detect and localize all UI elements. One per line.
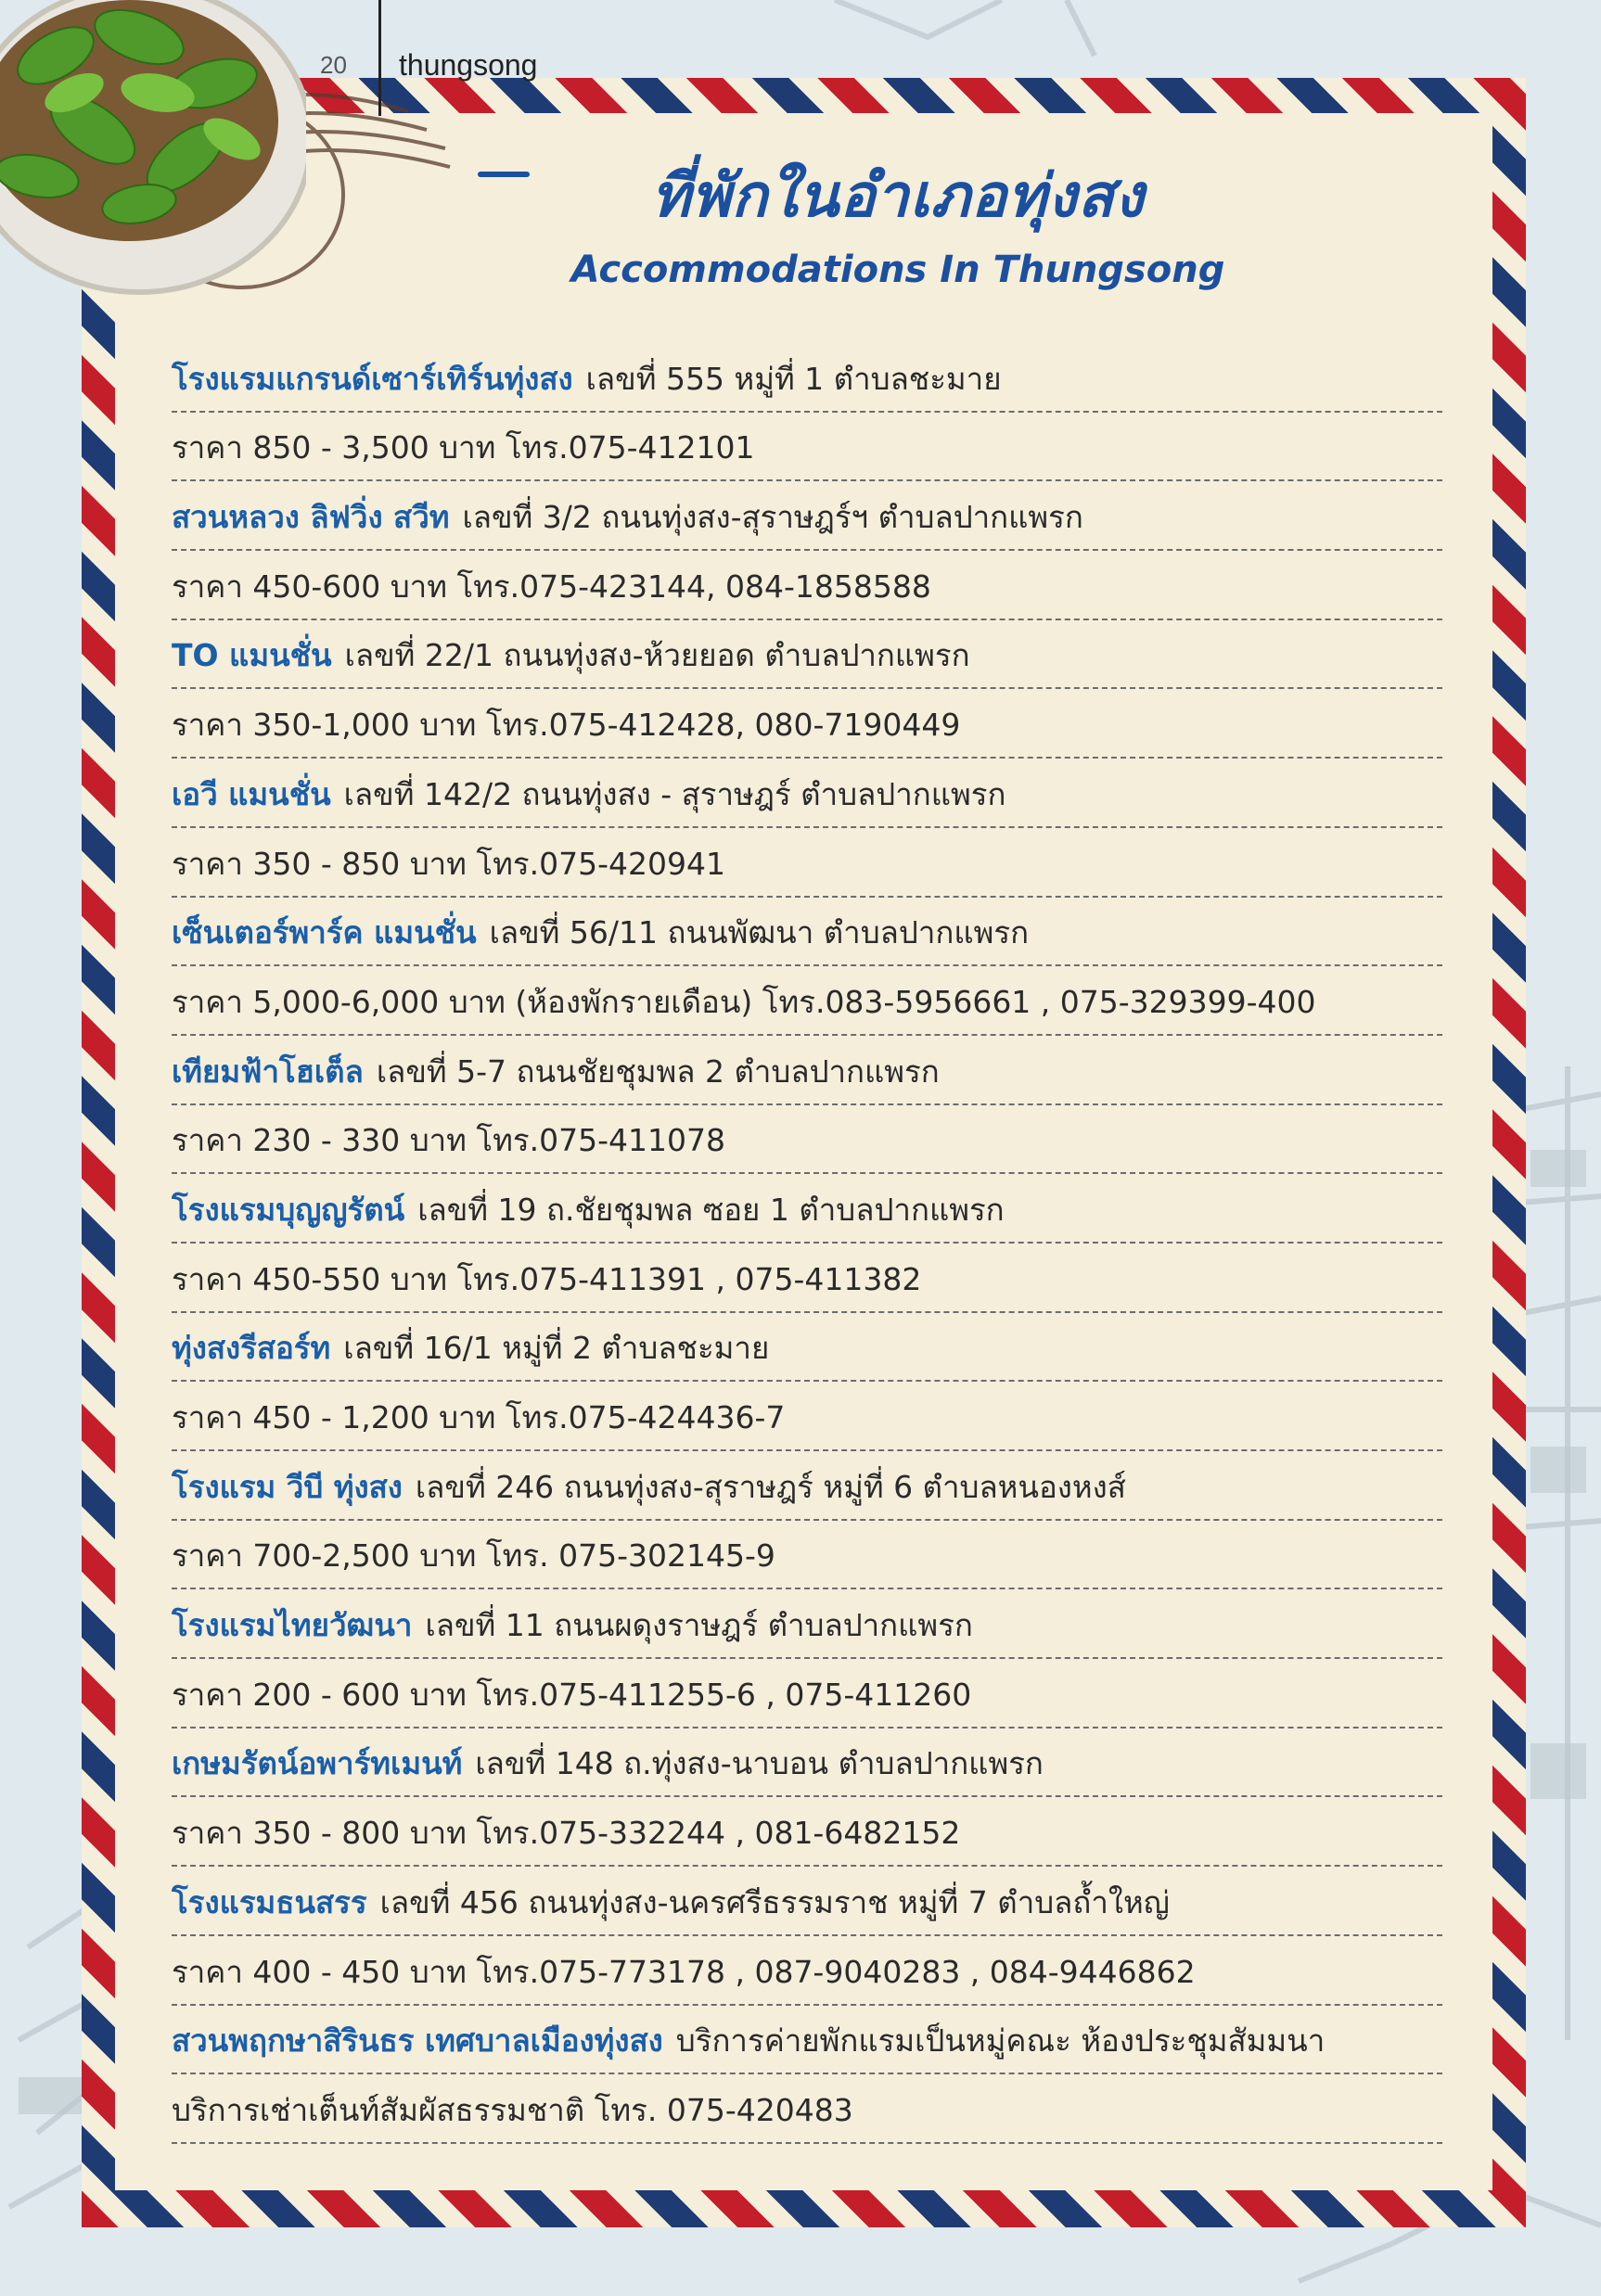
accommodation-address: เลขที่ 19 ถ.ชัยชุมพล ซอย 1 ตำบลปากแพรก: [417, 1191, 1005, 1228]
accommodation-line: [172, 1036, 1442, 1105]
accommodation-line: [172, 2006, 1442, 2075]
accommodation-address: เลขที่ 456 ถนนทุ่งสง-นครศรีธรรมราช หมู่ที่ 7 ตำบลถ้ำใหญ่: [379, 1883, 1170, 1920]
accommodation-line: [172, 898, 1442, 967]
accommodation-detail: ราคา 450-550 บาท โทร.075-411391 , 075-411382: [172, 1260, 922, 1297]
accommodation-name: สวนหลวง ลิฟวิ่ง สวีท: [172, 499, 450, 536]
accommodation-address: เลขที่ 555 หมู่ที่ 1 ตำบลชะมาย: [585, 360, 1002, 397]
magazine-name: thungsong: [399, 48, 538, 82]
accommodation-detail: ราคา 450-600 บาท โทร.075-423144, 084-1858588: [172, 568, 931, 605]
accommodation-detail: ราคา 350 - 850 บาท โทร.075-420941: [172, 845, 725, 882]
accommodation-line: [172, 1867, 1442, 1936]
accommodation-address: เลขที่ 56/11 ถนนพัฒนา ตำบลปากแพรก: [489, 914, 1030, 951]
accommodation-detail-line: [172, 551, 1442, 620]
accommodation-address: เลขที่ 246 ถนนทุ่งสง-สุราษฎร์ หมู่ที่ 6 ตำบลหนองหงส์: [415, 1468, 1126, 1505]
accommodation-name: เซ็นเตอร์พาร์ค แมนชั่น: [172, 914, 477, 951]
accommodation-name: ทุ่งสงรีสอร์ท: [172, 1330, 331, 1367]
page-number: 20: [320, 51, 347, 79]
page-title-thai: ที่พักในอำเภอทุ่งสง: [651, 162, 1145, 231]
accommodation-line: [172, 759, 1442, 828]
accommodation-line: [172, 1451, 1442, 1521]
accommodation-line: [172, 343, 1442, 413]
page-header: [320, 45, 358, 80]
accommodation-address: เลขที่ 5-7 ถนนชัยชุมพล 2 ตำบลปากแพรก: [376, 1052, 940, 1090]
accommodation-line: [172, 481, 1442, 551]
accommodation-line: [172, 1174, 1442, 1244]
accommodation-name: เกษมรัตน์อพาร์ทเมนท์: [172, 1745, 463, 1782]
accommodation-detail-line: [172, 1797, 1442, 1867]
accommodation-line: [172, 620, 1442, 690]
accommodation-line: [172, 1589, 1442, 1659]
page-title-english: Accommodations In Thungsong: [570, 249, 1225, 291]
accommodation-name: โรงแรมบุญญรัตน์: [172, 1191, 405, 1228]
accommodation-address: เลขที่ 3/2 ถนนทุ่งสง-สุราษฎร์ฯ ตำบลปากแพรก: [462, 499, 1083, 536]
accommodation-detail: ราคา 230 - 330 บาท โทร.075-411078: [172, 1122, 725, 1159]
accommodation-detail-line: [172, 1382, 1442, 1451]
accommodation-name: เทียมฟ้าโฮเต็ล: [172, 1052, 364, 1090]
accommodation-list: [172, 343, 1442, 2144]
accommodation-detail-line: [172, 2074, 1442, 2144]
accommodation-name: โรงแรม วีบี ทุ่งสง: [172, 1468, 403, 1505]
accommodation-detail-line: [172, 1105, 1442, 1175]
accommodation-name: TO แมนชั่น: [172, 637, 332, 674]
accommodation-line: [172, 1313, 1442, 1383]
accommodation-detail-line: [172, 1936, 1442, 2006]
accommodation-detail: ราคา 450 - 1,200 บาท โทร.075-424436-7: [172, 1399, 786, 1435]
accommodation-address: เลขที่ 16/1 หมู่ที่ 2 ตำบลชะมาย: [343, 1330, 770, 1367]
accommodation-detail: ราคา 850 - 3,500 บาท โทร.075-412101: [172, 429, 755, 466]
accommodation-name: โรงแรมไทยวัฒนา: [172, 1607, 413, 1644]
accommodation-line: [172, 1728, 1442, 1798]
accommodation-detail-line: [172, 1659, 1442, 1728]
accommodation-detail-line: [172, 413, 1442, 482]
accommodation-detail-line: [172, 828, 1442, 898]
accommodation-address: เลขที่ 142/2 ถนนทุ่งสง - สุราษฎร์ ตำบลปากแพรก: [343, 775, 1006, 812]
accommodation-detail-line: [172, 1521, 1442, 1590]
accommodation-name: โรงแรมแกรนด์เซาร์เทิร์นทุ่งสง: [172, 360, 573, 397]
accommodation-address: เลขที่ 22/1 ถนนทุ่งสง-ห้วยยอด ตำบลปากแพรก: [344, 637, 970, 674]
accommodation-detail: ราคา 350-1,000 บาท โทร.075-412428, 080-7190449: [172, 707, 961, 744]
accommodation-detail: ราคา 200 - 600 บาท โทร.075-411255-6 , 075-411260: [172, 1676, 972, 1713]
accommodation-detail-line: [172, 689, 1442, 759]
header-rule: [378, 0, 381, 116]
accommodation-name: โรงแรมธนสรร: [172, 1883, 367, 1920]
accommodation-detail: ราคา 700-2,500 บาท โทร. 075-302145-9: [172, 1537, 775, 1575]
accommodation-address: เลขที่ 148 ถ.ทุ่งสง-นาบอน ตำบลปากแพรก: [475, 1745, 1044, 1782]
accommodation-address: เลขที่ 11 ถนนผดุงราษฎร์ ตำบลปากแพรก: [425, 1607, 973, 1644]
accommodation-detail-line: [172, 966, 1442, 1036]
accommodation-detail-line: [172, 1244, 1442, 1313]
accommodation-detail: บริการเช่าเต็นท์สัมผัสธรรมชาติ โทร. 075-420483: [172, 2091, 853, 2128]
accommodation-detail: ราคา 350 - 800 บาท โทร.075-332244 , 081-6482152: [172, 1815, 961, 1852]
accommodation-address: บริการค่ายพักแรมเป็นหมู่คณะ ห้องประชุมสัมมนา: [675, 2022, 1326, 2060]
accommodation-name: เอวี แมนชั่น: [172, 775, 331, 812]
accommodation-detail: ราคา 5,000-6,000 บาท (ห้องพักรายเดือน) โทร.083-5956661 , 075-329399-400: [172, 983, 1316, 1020]
accommodation-detail: ราคา 400 - 450 บาท โทร.075-773178 , 087-9040283 , 084-9446862: [172, 1953, 1196, 1990]
accommodation-name: สวนพฤกษาสิรินธร เทศบาลเมืองทุ่งสง: [172, 2022, 663, 2060]
